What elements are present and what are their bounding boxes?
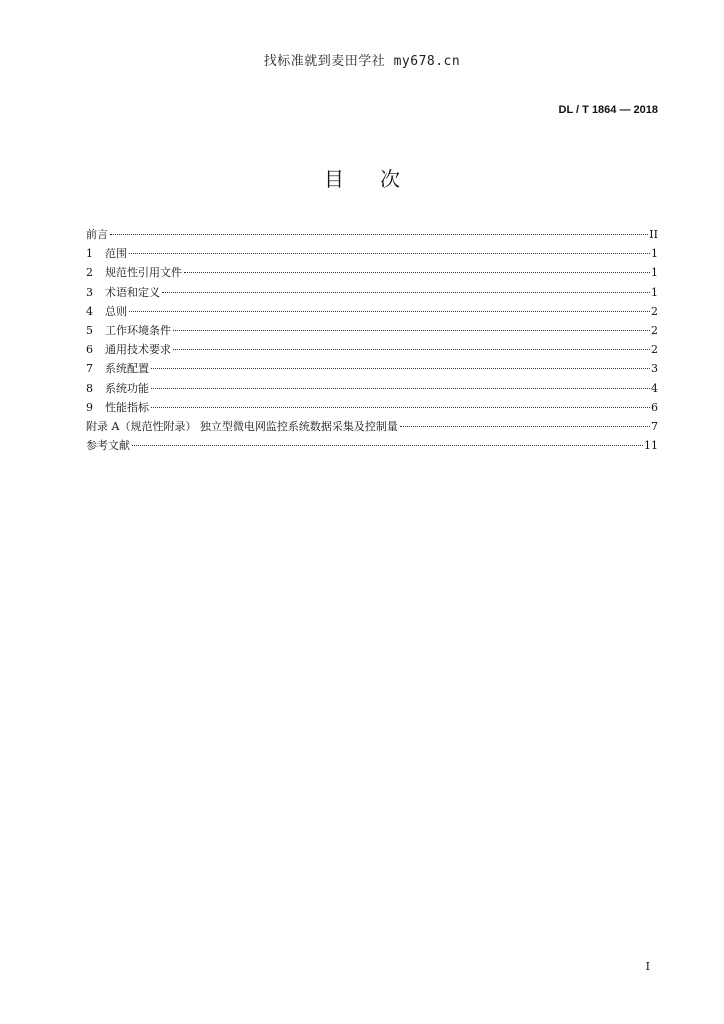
toc-entry-label: 工作环境条件 [105,323,171,337]
toc-leader-dots [173,349,650,350]
toc-leader-dots [162,292,650,293]
toc-entry-7[interactable] [86,359,658,378]
toc-entry-label: 规范性引用文件 [105,266,182,280]
toc-entry-page: 2 [651,323,658,337]
toc-leader-dots [151,388,650,389]
toc-entry-label: 性能指标 [105,400,149,414]
toc-leader-dots [151,407,650,408]
toc-entry-page: 11 [644,439,658,453]
toc-entry-page: 1 [651,285,658,299]
document-code: DL / T 1864 — 2018 [558,104,658,116]
toc-entry-2[interactable] [86,263,658,282]
toc-entry-number: 5 [86,323,93,337]
toc-entry-number: 4 [86,304,93,318]
toc-leader-dots [151,368,650,369]
toc-leader-dots [184,272,650,273]
toc-entry-page: 2 [651,343,658,357]
toc-leader-dots [129,311,650,312]
toc-leader-dots [132,445,643,446]
toc-entry-page: 1 [651,247,658,261]
toc-entry-page: 1 [651,266,658,280]
toc-entry-1[interactable] [86,244,658,263]
toc-entry-label: 系统配置 [105,362,149,376]
toc-entry-6[interactable] [86,340,658,359]
toc-entry-8[interactable] [86,379,658,398]
toc-entry-9[interactable] [86,398,658,417]
toc-entry-label: 参考文献 [86,439,130,453]
toc-entry-5[interactable] [86,321,658,340]
toc-entry-number: 7 [86,362,93,376]
toc-entry-page: II [649,228,658,241]
toc-entry-label: 通用技术要求 [105,343,171,357]
toc-entry-label: 前言 [86,228,108,241]
toc-entry-label: 系统功能 [105,381,149,395]
page-number: I [645,960,650,973]
page-title: 目次 [324,167,436,191]
toc-entry-3[interactable] [86,283,658,302]
toc-entry-page: 6 [651,400,658,414]
toc-entry-number: 9 [86,400,93,414]
table-of-contents [86,225,658,455]
toc-leader-dots [173,330,650,331]
toc-entry-label: 附录 A（规范性附录） 独立型微电网监控系统数据采集及控制量 [86,419,398,433]
toc-entry-label: 总则 [105,304,127,318]
toc-entry-number: 8 [86,381,93,395]
toc-entry-number: 1 [86,247,93,261]
toc-entry-number: 6 [86,343,93,357]
toc-entry-preface[interactable] [86,225,658,244]
toc-entry-page: 4 [651,381,658,395]
toc-entry-page: 7 [651,419,658,433]
toc-entry-page: 2 [651,304,658,318]
toc-entry-number: 2 [86,266,93,280]
watermark: 找标准就到麦田学社 my678.cn [263,54,461,69]
toc-entry-number: 3 [86,285,93,299]
toc-entry-appendix-a[interactable] [86,417,658,436]
toc-entry-label: 术语和定义 [105,285,160,299]
toc-entry-page: 3 [651,362,658,376]
toc-leader-dots [129,253,650,254]
toc-entry-4[interactable] [86,302,658,321]
toc-leader-dots [110,234,648,235]
toc-leader-dots [400,426,650,427]
toc-entry-bibliography[interactable] [86,436,658,455]
toc-entry-label: 范围 [105,247,127,261]
